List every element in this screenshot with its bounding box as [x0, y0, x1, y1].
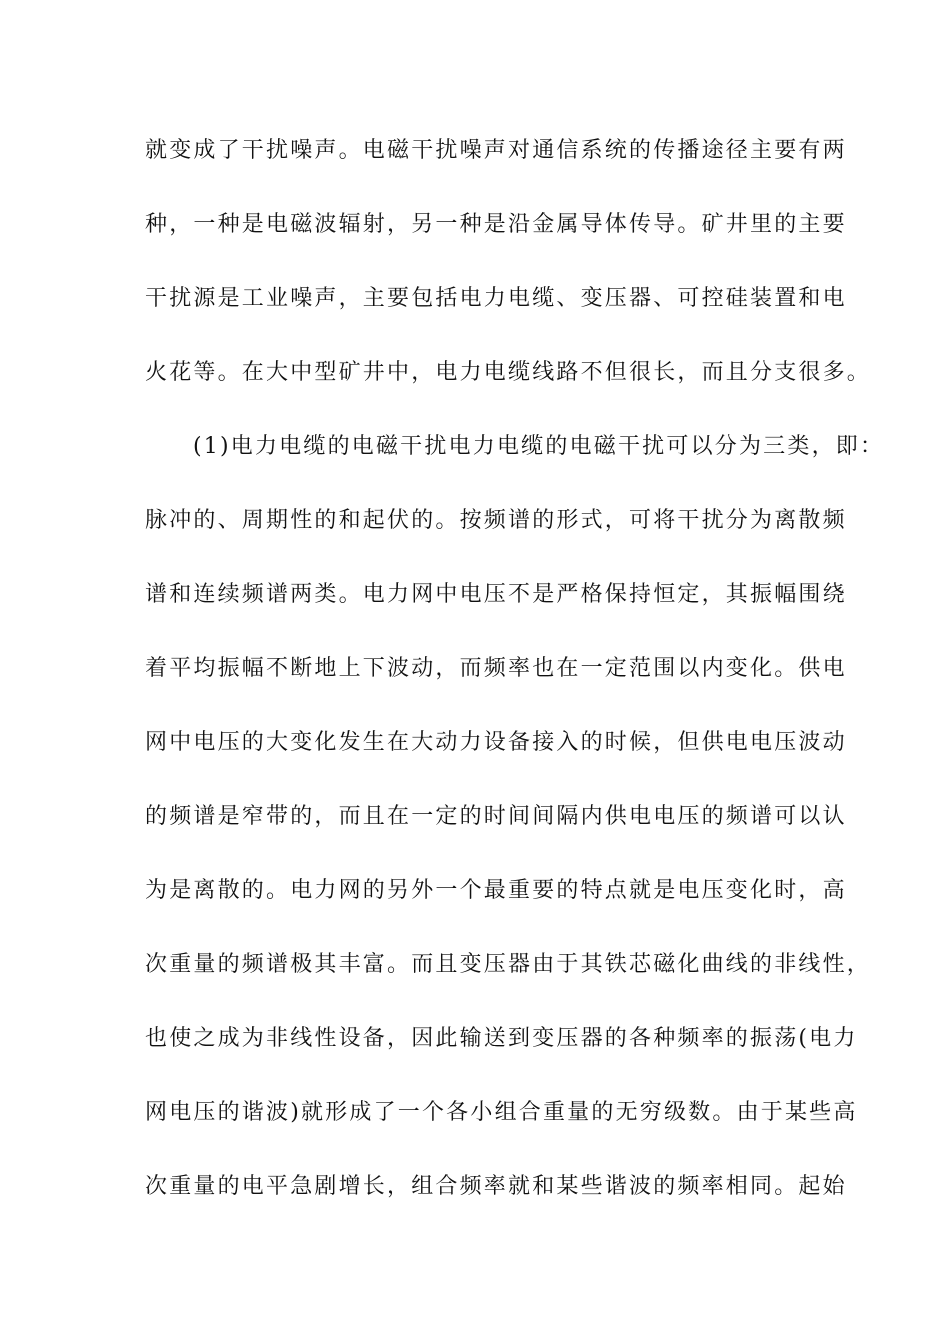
text-line: 的频谱是窄带的，而且在一定的时间间隔内供电电压的频谱可以认: [145, 804, 847, 829]
text-line: 谱和连续频谱两类。电力网中电压不是严格保持恒定，其振幅围绕: [145, 582, 847, 607]
text-line: 为是离散的。电力网的另外一个最重要的特点就是电压变化时，高: [145, 878, 847, 903]
paragraph-start-line: (1)电力电缆的电磁干扰电力电缆的电磁干扰可以分为三类，即：: [193, 434, 885, 459]
text-line: 就变成了干扰噪声。电磁干扰噪声对通信系统的传播途径主要有两: [145, 138, 847, 163]
text-line: 种，一种是电磁波辐射，另一种是沿金属导体传导。矿井里的主要: [145, 212, 847, 237]
text-line: 次重量的频谱极其丰富。而且变压器由于其铁芯磁化曲线的非线性，: [145, 952, 872, 977]
text-line: 着平均振幅不断地上下波动，而频率也在一定范围以内变化。供电: [145, 656, 847, 681]
text-line: 火花等。在大中型矿井中，电力电缆线路不但很长，而且分支很多。: [145, 360, 872, 385]
text-line: 干扰源是工业噪声，主要包括电力电缆、变压器、可控硅装置和电: [145, 286, 847, 311]
text-line: 次重量的电平急剧增长，组合频率就和某些谐波的频率相同。起始: [145, 1174, 847, 1199]
text-line: 网中电压的大变化发生在大动力设备接入的时候，但供电电压波动: [145, 730, 847, 755]
body-text: [145, 131, 885, 1241]
text-line: 脉冲的、周期性的和起伏的。按频谱的形式，可将干扰分为离散频: [145, 508, 847, 533]
text-line: 网电压的谐波)就形成了一个各小组合重量的无穷级数。由于某些高: [145, 1100, 858, 1125]
text-line: 也使之成为非线性设备，因此输送到变压器的各种频率的振荡(电力: [145, 1026, 858, 1051]
